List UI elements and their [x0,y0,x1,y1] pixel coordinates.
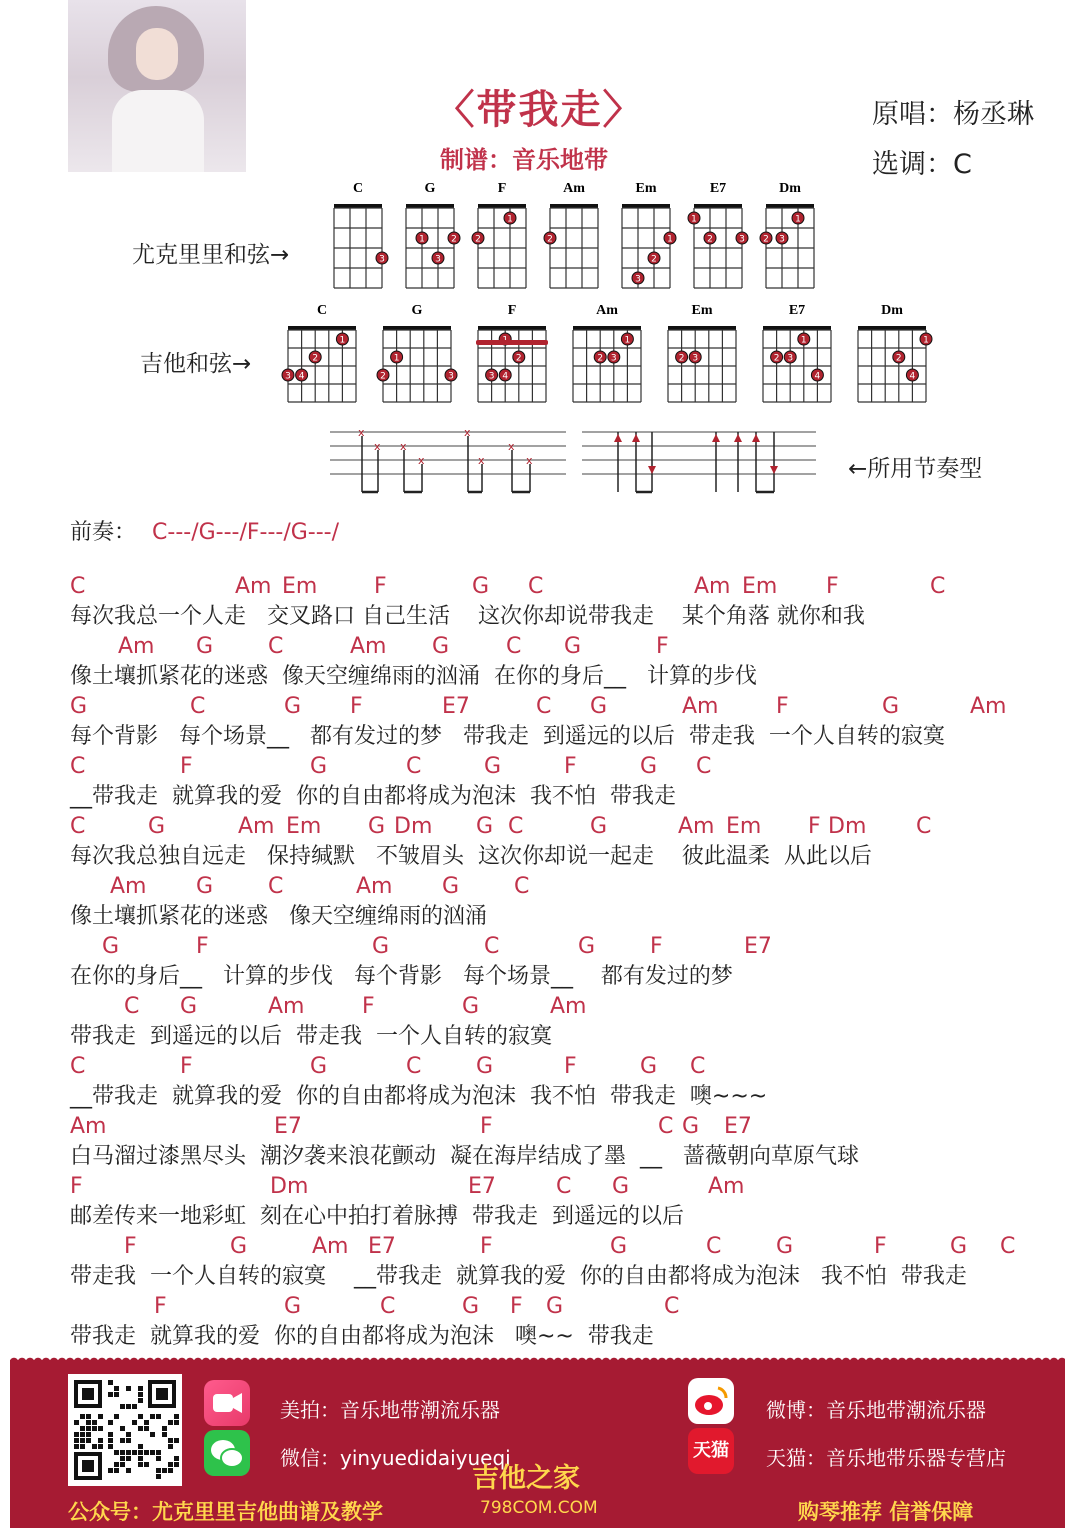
chord-symbol: G [610,1234,628,1259]
finger-number: 2 [651,254,657,265]
chord-symbol: Dm [828,814,867,839]
wechat-icon [204,1430,250,1476]
chord-diagram [763,303,831,402]
chord-name: G [424,181,436,196]
song-line [70,752,1050,812]
chord-symbol: F [124,1234,137,1259]
chord-symbol: E7 [274,1114,302,1139]
finger-number: 3 [779,234,785,245]
finger-number: 1 [419,234,425,245]
chord-symbol: G [640,1054,658,1079]
nut [334,204,382,208]
chord-symbol: G [196,634,214,659]
finger-number: 3 [435,254,441,265]
chord-name: F [507,303,517,318]
finger-number: 2 [451,234,457,245]
chord-symbol: F [874,1234,887,1259]
song-line [70,992,1050,1052]
chord-line [70,692,1050,722]
chord-symbol: F [776,694,789,719]
wechat-text: 微信：yinyuedidaiyueqi [280,1446,511,1470]
chord-symbol: G [462,1294,480,1319]
song-line [70,632,1050,692]
chord-symbol: Am [550,994,587,1019]
finger-number: 1 [393,353,400,364]
chord-symbol: C [70,754,86,779]
chord-symbol: F [70,1174,83,1199]
lyric-line: 白马溜过漆黑尽头 潮汐袭来浪花颤动 凝在海岸结成了墨 __ 蔷薇朝向草原气球 [70,1144,859,1169]
chord-diagram [406,181,460,288]
finger-number: 3 [739,234,745,245]
chord-diagram [334,181,388,288]
chord-symbol: Am [110,874,147,899]
lyric-line: 邮差传来一地彩虹 刻在心中拍打着脉搏 带我走 到遥远的以后 [70,1204,684,1229]
chord-symbol: G [230,1234,248,1259]
chord-symbol: Am [708,1174,745,1199]
chord-symbol: G [70,694,88,719]
chord-symbol: G [196,874,214,899]
chord-symbol: F [350,694,363,719]
chord-symbol: Am [356,874,393,899]
lyric-line: 每个背影 每个场景__ 都有发过的梦 带我走 到遥远的以后 带走我 一个人自转的寂寞 [70,724,945,749]
finger-number: 2 [707,234,713,245]
finger-number: 4 [298,371,305,382]
chord-symbol: G [640,754,658,779]
chord-symbol: C [696,754,712,779]
lyric-line: 每次我总一个人走 交叉路口 自己生活 这次你却说带我走 某个角落 就你和我 [70,604,865,629]
chord-name: E7 [788,303,806,318]
chord-symbol: G [462,994,480,1019]
chord-symbol: E7 [442,694,470,719]
chord-symbol: C [70,1054,86,1079]
finger-number: 4 [909,371,916,382]
chord-symbol: G [578,934,596,959]
chord-symbol: E7 [724,1114,752,1139]
chord-symbol: C [268,874,284,899]
chord-symbol: G [476,1054,494,1079]
chord-symbol: C [268,634,284,659]
chord-symbol: F [480,1114,493,1139]
watermark-logo: 吉他之家 [472,1463,580,1494]
chord-symbol: F [180,1054,193,1079]
guitar-chord-diagrams [276,300,946,412]
chord-diagram [668,303,736,402]
pick-x-mark: x [464,426,471,439]
song-sheet [70,572,1050,1352]
lyric-line: 带我走 到遥远的以后 带走我 一个人自转的寂寞 [70,1024,552,1049]
nut [763,326,831,330]
chord-symbol: E7 [744,934,772,959]
chord-symbol: C [508,814,524,839]
finger-number: 1 [667,234,673,245]
rhythm-patterns [326,422,826,498]
finger-number: 2 [597,353,604,364]
chord-diagram [760,181,814,288]
chord-line [70,872,1050,902]
finger-number: 1 [691,214,697,225]
lyric-line: __带我走 就算我的爱 你的自由都将成为泡沫 我不怕 带我走 噢~~~ [70,1084,768,1109]
chord-symbol: Dm [394,814,433,839]
nut [573,326,641,330]
chord-name: Am [563,181,585,196]
chord-symbol: C [528,574,544,599]
nut [383,326,451,330]
pick-x-mark: x [374,440,381,453]
chord-symbol: Am [268,994,305,1019]
nut [478,326,546,330]
chord-symbol: G [590,694,608,719]
chord-line [70,752,1050,782]
finger-number: 3 [787,353,794,364]
watermark-url: 798COM.COM [480,1498,598,1518]
chord-symbol: E7 [468,1174,496,1199]
chord-symbol: G [372,934,390,959]
chord-symbol: F [362,994,375,1019]
finger-number: 2 [380,371,386,382]
finger-number: 1 [624,335,631,346]
rhythm-pattern-2 [582,432,816,492]
chord-name: C [352,181,364,196]
chord-symbol: G [148,814,166,839]
chord-symbol: F [180,754,193,779]
chord-name: Em [691,303,713,318]
chord-symbol: G [546,1294,564,1319]
chord-symbol: Em [726,814,762,839]
finger-number: 3 [285,371,291,382]
chord-symbol: C [406,754,422,779]
song-line [70,1232,1050,1292]
lyric-line: 在你的身后__ 计算的步伐 每个背影 每个场景__ 都有发过的梦 [70,964,733,989]
chord-symbol: G [432,634,450,659]
song-title: 〈带我走〉 [434,87,645,133]
chord-symbol: Em [286,814,322,839]
chord-symbol: G [310,1054,328,1079]
chord-symbol: G [476,814,494,839]
original-singer: 原唱：杨丞琳 [872,99,1034,130]
chord-line [70,1112,1050,1142]
chord-name: C [316,303,328,318]
chord-line [70,572,1050,602]
finger-number: 1 [507,214,513,225]
rhythm-pattern-1 [330,426,566,492]
chord-symbol: C [124,994,140,1019]
strum-down-arrow [648,466,656,474]
chord-symbol: C [690,1054,706,1079]
chord-diagram [282,303,356,402]
chord-symbol: G [368,814,386,839]
chord-symbol: F [196,934,209,959]
pick-x-mark: x [358,426,365,439]
chord-name: Em [635,181,657,196]
finger-number: 1 [795,214,801,225]
pick-x-mark: x [400,440,407,453]
chord-symbol: C [536,694,552,719]
strum-up-arrow [614,434,622,442]
chord-diagram [544,181,598,288]
chord-symbol: C [930,574,946,599]
finger-number: 2 [312,353,319,364]
chord-name: Dm [881,303,903,318]
key: 选调：C [872,149,972,180]
chord-symbol: Dm [270,1174,309,1199]
song-line [70,1172,1050,1232]
finger-number: 2 [547,234,553,245]
chord-symbol: G [776,1234,794,1259]
finger-number: 2 [895,353,902,364]
chord-symbol: G [950,1234,968,1259]
weibo-icon [688,1378,734,1424]
finger-number: 1 [923,335,929,346]
nut [406,204,454,208]
finger-number: 2 [763,234,769,245]
chord-symbol: F [374,574,387,599]
chord-name: Dm [779,181,801,196]
pick-x-mark: x [526,454,533,467]
chord-diagram [476,303,548,402]
chord-symbol: F [564,1054,577,1079]
song-line [70,1292,1050,1352]
chord-diagram [858,303,932,402]
lyric-line: 像土壤抓紧花的迷惑 像天空缠绵雨的汹涌 [70,904,487,929]
finger-number: 2 [678,353,685,364]
chord-symbol: Am [238,814,275,839]
chord-diagram [622,181,676,288]
chord-symbol: Am [235,574,272,599]
lyric-line: 带我走 就算我的爱 你的自由都将成为泡沫 噢~~ 带我走 [70,1324,654,1349]
finger-number: 3 [692,353,699,364]
strum-up-arrow [734,434,742,442]
guitar-chords-label: 吉他和弦→ [140,351,252,377]
chord-symbol: C [664,1294,680,1319]
official-account: 公众号：尤克里里吉他曲谱及教学 [68,1500,383,1524]
finger-number: 1 [339,335,346,346]
song-line [70,932,1050,992]
strum-up-arrow [712,434,720,442]
chord-symbol: C [70,574,86,599]
nut [766,204,814,208]
chord-symbol: G [102,934,120,959]
qr-code [68,1374,182,1486]
chord-symbol: Em [282,574,318,599]
chord-symbol: Em [742,574,778,599]
chord-symbol: C [70,814,86,839]
chord-symbol: G [442,874,460,899]
strum-up-arrow [632,434,640,442]
pick-x-mark: x [478,454,485,467]
chord-symbol: C [1000,1234,1016,1259]
transcriber: 制谱：音乐地带 [440,146,608,174]
barre-bar [476,340,548,345]
chord-symbol: F [656,634,669,659]
chord-line [70,812,1050,842]
chord-symbol: G [310,754,328,779]
nut [288,326,356,330]
lyric-line: 带走我 一个人自转的寂寞 __带我走 就算我的爱 你的自由都将成为泡沫 我不怕 带我走 [70,1264,967,1289]
lyric-line: 每次我总独自远走 保持缄默 不皱眉头 这次你却说一起走 彼此温柔 从此以后 [70,844,872,869]
chord-symbol: Am [694,574,731,599]
chord-line [70,1232,1050,1262]
chord-symbol: G [682,1114,700,1139]
nut [858,326,926,330]
chord-symbol: F [154,1294,167,1319]
intro-label: 前奏： [70,520,137,545]
chord-symbol: F [826,574,839,599]
chord-symbol: C [506,634,522,659]
chord-symbol: G [564,634,582,659]
chord-symbol: F [650,934,663,959]
chord-name: Am [596,303,618,318]
nut [622,204,670,208]
chord-symbol: G [180,994,198,1019]
strum-down-arrow [770,466,778,474]
footer-banner [10,1360,1065,1528]
song-line [70,1052,1050,1112]
nut [478,204,526,208]
chord-name: G [411,303,423,318]
song-line [70,872,1050,932]
finger-number: 4 [502,371,509,382]
finger-number: 1 [800,335,807,346]
chord-symbol: G [284,1294,302,1319]
intro-chords: C---/G---/F---/G---/ [152,520,340,545]
finger-number: 3 [379,254,385,265]
chord-line [70,1172,1050,1202]
strum-up-arrow [752,434,760,442]
chord-symbol: C [514,874,530,899]
nut [668,326,736,330]
nut [694,204,742,208]
chord-symbol: F [808,814,821,839]
chord-symbol: G [284,694,302,719]
pick-x-mark: x [508,440,515,453]
ukulele-chord-diagrams [320,178,830,296]
chord-symbol: Am [970,694,1007,719]
chord-name: E7 [709,181,727,196]
tmall-icon: 天猫 [688,1428,734,1474]
chord-line [70,1292,1050,1322]
chord-symbol: F [510,1294,523,1319]
chord-symbol: Am [70,1114,107,1139]
chord-symbol: C [556,1174,572,1199]
chord-symbol: G [472,574,490,599]
chord-symbol: F [564,754,577,779]
chord-symbol: C [380,1294,396,1319]
chord-symbol: Am [350,634,387,659]
chord-symbol: Am [682,694,719,719]
finger-number: 3 [610,353,617,364]
chord-symbol: G [612,1174,630,1199]
chord-symbol: Am [118,634,155,659]
nut [550,204,598,208]
chord-symbol: C [658,1114,674,1139]
finger-number: 2 [515,353,522,364]
chord-name: F [497,181,507,196]
song-line [70,812,1050,872]
song-line [70,572,1050,632]
finger-number: 2 [773,353,780,364]
tmall-text: 天猫：音乐地带乐器专营店 [766,1446,1006,1470]
weibo-text: 微博：音乐地带潮流乐器 [766,1398,986,1422]
lyric-line: __带我走 就算我的爱 你的自由都将成为泡沫 我不怕 带我走 [70,784,676,809]
intro [70,515,339,546]
chord-symbol: E7 [368,1234,396,1259]
chord-symbol: C [484,934,500,959]
chord-symbol: G [484,754,502,779]
song-line [70,1112,1050,1172]
chord-symbol: G [882,694,900,719]
chord-symbol: Am [312,1234,349,1259]
rhythm-label: ←所用节奏型 [848,456,983,482]
chord-symbol: F [480,1234,493,1259]
chord-line [70,932,1050,962]
slogan: 购琴推荐 信誉保障 [798,1500,974,1524]
chord-symbol: C [706,1234,722,1259]
chord-diagram [377,303,457,402]
finger-number: 3 [488,371,495,382]
chord-symbol: C [916,814,932,839]
finger-number: 3 [448,371,454,382]
chord-symbol: C [406,1054,422,1079]
chord-line [70,1052,1050,1082]
ukulele-chords-label: 尤克里里和弦→ [132,242,290,268]
chord-symbol: G [590,814,608,839]
finger-number: 4 [814,371,821,382]
chord-diagram [688,181,748,288]
meipai-icon [204,1380,250,1426]
pick-x-mark: x [418,454,425,467]
meipai-text: 美拍：音乐地带潮流乐器 [280,1398,500,1422]
chord-diagram [472,181,526,288]
chord-line [70,992,1050,1022]
chord-line [70,632,1050,662]
chord-diagram [573,303,641,402]
finger-number: 2 [475,234,481,245]
chord-symbol: Am [678,814,715,839]
chord-symbol: C [190,694,206,719]
song-line [70,692,1050,752]
finger-number: 3 [635,274,641,285]
lyric-line: 像土壤抓紧花的迷惑 像天空缠绵雨的汹涌 在你的身后__ 计算的步伐 [70,664,757,689]
